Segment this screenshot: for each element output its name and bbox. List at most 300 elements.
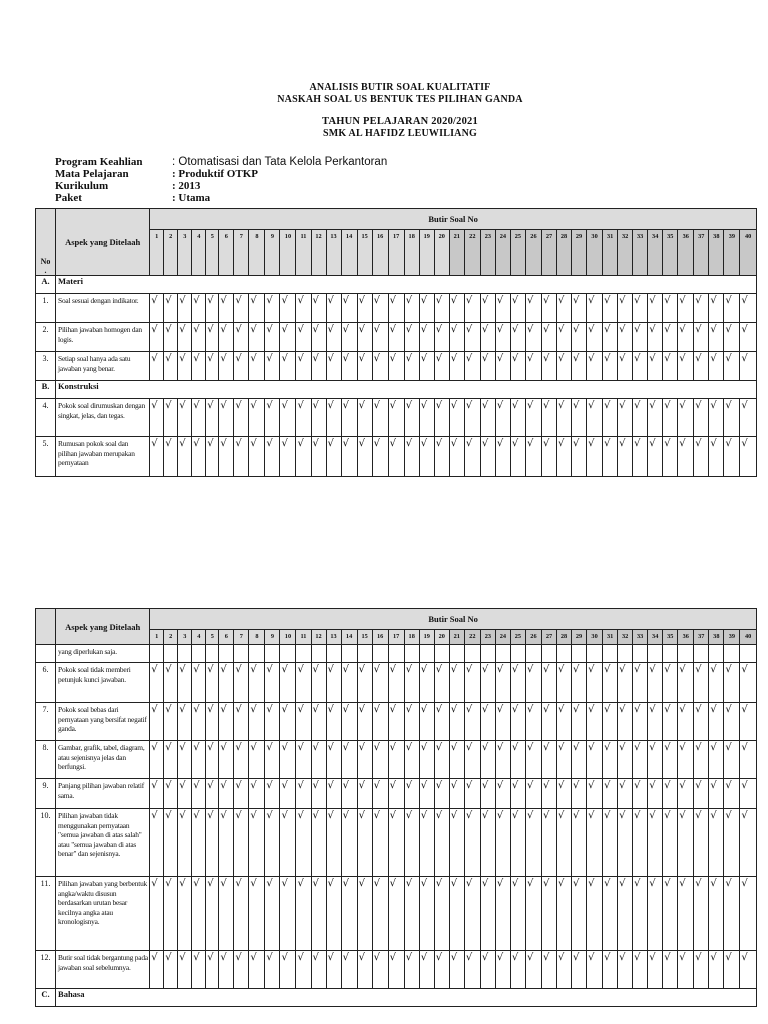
item-number: 5. xyxy=(36,437,56,477)
empty-cell xyxy=(663,645,678,663)
check-mark-icon: √ xyxy=(341,779,357,809)
meta-mapel-value: : Produktif OTKP xyxy=(172,168,258,180)
check-mark-icon: √ xyxy=(464,741,480,779)
empty-cell xyxy=(419,645,434,663)
check-mark-icon: √ xyxy=(572,294,587,323)
continuation-number xyxy=(36,645,56,663)
empty-cell xyxy=(678,645,694,663)
empty-cell xyxy=(326,645,341,663)
check-mark-icon: √ xyxy=(464,323,480,352)
check-mark-icon: √ xyxy=(265,877,280,951)
check-mark-icon: √ xyxy=(388,323,404,352)
empty-cell xyxy=(694,645,709,663)
check-mark-icon: √ xyxy=(663,877,678,951)
check-mark-icon: √ xyxy=(724,437,740,477)
check-mark-icon: √ xyxy=(234,741,249,779)
check-mark-icon: √ xyxy=(603,809,618,877)
check-mark-icon: √ xyxy=(434,437,449,477)
table-row xyxy=(36,741,757,779)
empty-cell xyxy=(280,645,296,663)
check-mark-icon: √ xyxy=(341,323,357,352)
check-mark-icon: √ xyxy=(234,294,249,323)
check-mark-icon: √ xyxy=(603,663,618,703)
check-mark-icon: √ xyxy=(419,399,434,437)
check-mark-icon: √ xyxy=(572,437,587,477)
check-mark-icon: √ xyxy=(280,809,296,877)
check-mark-icon: √ xyxy=(694,741,709,779)
check-mark-icon: √ xyxy=(480,741,495,779)
check-mark-icon: √ xyxy=(206,663,219,703)
check-mark-icon: √ xyxy=(648,437,663,477)
check-mark-icon: √ xyxy=(178,703,192,741)
check-mark-icon: √ xyxy=(480,437,495,477)
check-mark-icon: √ xyxy=(557,703,572,741)
check-mark-icon: √ xyxy=(633,741,648,779)
check-mark-icon: √ xyxy=(495,951,510,989)
check-mark-icon: √ xyxy=(525,809,541,877)
check-mark-icon: √ xyxy=(495,352,510,381)
header-col-number: 19 xyxy=(419,230,434,276)
check-mark-icon: √ xyxy=(419,352,434,381)
header-col-number: 34 xyxy=(648,630,663,645)
check-mark-icon: √ xyxy=(541,779,556,809)
header-col-number: 21 xyxy=(449,230,464,276)
check-mark-icon: √ xyxy=(525,741,541,779)
check-mark-icon: √ xyxy=(192,437,206,477)
check-mark-icon: √ xyxy=(709,663,724,703)
check-mark-icon: √ xyxy=(311,437,326,477)
check-mark-icon: √ xyxy=(388,437,404,477)
item-description: Pokok soal tidak memberi petunjuk kunci jawaban. xyxy=(56,663,150,703)
check-mark-icon: √ xyxy=(150,323,164,352)
check-mark-icon: √ xyxy=(326,809,341,877)
check-mark-icon: √ xyxy=(296,437,311,477)
item-description: Pokok soal dirumuskan dengan singkat, jelas, dan tegas. xyxy=(56,399,150,437)
check-mark-icon: √ xyxy=(372,877,388,951)
check-mark-icon: √ xyxy=(419,779,434,809)
check-mark-icon: √ xyxy=(388,352,404,381)
check-mark-icon: √ xyxy=(464,877,480,951)
check-mark-icon: √ xyxy=(449,951,464,989)
check-mark-icon: √ xyxy=(150,294,164,323)
check-mark-icon: √ xyxy=(434,703,449,741)
check-mark-icon: √ xyxy=(206,741,219,779)
check-mark-icon: √ xyxy=(480,703,495,741)
check-mark-icon: √ xyxy=(164,323,178,352)
check-mark-icon: √ xyxy=(480,399,495,437)
check-mark-icon: √ xyxy=(388,951,404,989)
header-col-number: 31 xyxy=(603,630,618,645)
check-mark-icon: √ xyxy=(495,741,510,779)
check-mark-icon: √ xyxy=(150,352,164,381)
check-mark-icon: √ xyxy=(206,703,219,741)
check-mark-icon: √ xyxy=(541,877,556,951)
check-mark-icon: √ xyxy=(541,352,556,381)
check-mark-icon: √ xyxy=(724,352,740,381)
analysis-table-page1 xyxy=(35,208,757,477)
table-row xyxy=(36,877,757,951)
check-mark-icon: √ xyxy=(510,437,525,477)
check-mark-icon: √ xyxy=(633,437,648,477)
check-mark-icon: √ xyxy=(648,809,663,877)
empty-cell xyxy=(587,645,603,663)
item-description: Panjang pilihan jawaban relatif sama. xyxy=(56,779,150,809)
check-mark-icon: √ xyxy=(663,352,678,381)
header-col-number: 24 xyxy=(495,630,510,645)
check-mark-icon: √ xyxy=(357,703,372,741)
check-mark-icon: √ xyxy=(541,663,556,703)
empty-cell xyxy=(249,645,265,663)
check-mark-icon: √ xyxy=(372,779,388,809)
check-mark-icon: √ xyxy=(603,323,618,352)
section-label: Bahasa xyxy=(56,989,757,1007)
check-mark-icon: √ xyxy=(326,703,341,741)
check-mark-icon: √ xyxy=(740,323,757,352)
check-mark-icon: √ xyxy=(648,399,663,437)
check-mark-icon: √ xyxy=(694,437,709,477)
check-mark-icon: √ xyxy=(150,703,164,741)
check-mark-icon: √ xyxy=(311,877,326,951)
meta-paket xyxy=(55,192,387,204)
check-mark-icon: √ xyxy=(404,294,419,323)
check-mark-icon: √ xyxy=(572,352,587,381)
check-mark-icon: √ xyxy=(510,741,525,779)
check-mark-icon: √ xyxy=(633,399,648,437)
check-mark-icon: √ xyxy=(178,294,192,323)
meta-kurikulum-label: Kurikulum xyxy=(55,180,109,192)
empty-cell xyxy=(740,645,757,663)
check-mark-icon: √ xyxy=(464,663,480,703)
header-col-number: 29 xyxy=(572,630,587,645)
check-mark-icon: √ xyxy=(618,399,633,437)
check-mark-icon: √ xyxy=(341,352,357,381)
check-mark-icon: √ xyxy=(724,399,740,437)
header-col-number: 19 xyxy=(419,630,434,645)
header-col-number: 8 xyxy=(249,630,265,645)
check-mark-icon: √ xyxy=(357,877,372,951)
check-mark-icon: √ xyxy=(557,741,572,779)
check-mark-icon: √ xyxy=(388,399,404,437)
check-mark-icon: √ xyxy=(648,294,663,323)
header-col-number: 18 xyxy=(404,630,419,645)
check-mark-icon: √ xyxy=(234,663,249,703)
check-mark-icon: √ xyxy=(572,877,587,951)
check-mark-icon: √ xyxy=(164,399,178,437)
header-col-number: 39 xyxy=(724,230,740,276)
check-mark-icon: √ xyxy=(326,663,341,703)
header-col-number: 7 xyxy=(234,630,249,645)
check-mark-icon: √ xyxy=(740,703,757,741)
check-mark-icon: √ xyxy=(296,741,311,779)
section-label: Materi xyxy=(56,276,757,294)
empty-cell xyxy=(150,645,164,663)
check-mark-icon: √ xyxy=(311,352,326,381)
check-mark-icon: √ xyxy=(633,877,648,951)
item-number: 11. xyxy=(36,877,56,951)
check-mark-icon: √ xyxy=(464,809,480,877)
empty-cell xyxy=(464,645,480,663)
meta-kurikulum xyxy=(55,180,387,192)
header-col-number: 23 xyxy=(480,230,495,276)
check-mark-icon: √ xyxy=(404,663,419,703)
table-row xyxy=(36,399,757,437)
check-mark-icon: √ xyxy=(357,437,372,477)
header-col-number: 35 xyxy=(663,230,678,276)
check-mark-icon: √ xyxy=(296,877,311,951)
header-col-number: 2 xyxy=(164,630,178,645)
meta-mapel xyxy=(55,168,387,180)
header-no-label: No xyxy=(40,257,51,266)
table-row xyxy=(36,663,757,703)
check-mark-icon: √ xyxy=(178,663,192,703)
check-mark-icon: √ xyxy=(663,663,678,703)
check-mark-icon: √ xyxy=(404,951,419,989)
empty-cell xyxy=(557,645,572,663)
check-mark-icon: √ xyxy=(434,399,449,437)
header-col-number: 40 xyxy=(740,230,757,276)
check-mark-icon: √ xyxy=(694,951,709,989)
check-mark-icon: √ xyxy=(311,809,326,877)
empty-cell xyxy=(388,645,404,663)
header-col-number: 1 xyxy=(150,230,164,276)
check-mark-icon: √ xyxy=(678,437,694,477)
item-number: 1. xyxy=(36,294,56,323)
meta-paket-value: : Utama xyxy=(172,192,211,204)
header-no xyxy=(36,609,56,645)
header-col-number: 16 xyxy=(372,630,388,645)
doc-title-line1: ANALISIS BUTIR SOAL KUALITATIF xyxy=(309,82,491,93)
check-mark-icon: √ xyxy=(341,809,357,877)
check-mark-icon: √ xyxy=(603,352,618,381)
section-row xyxy=(36,381,757,399)
check-mark-icon: √ xyxy=(449,741,464,779)
header-col-number: 6 xyxy=(219,230,234,276)
check-mark-icon: √ xyxy=(557,399,572,437)
section-letter: A. xyxy=(36,276,56,294)
check-mark-icon: √ xyxy=(740,437,757,477)
check-mark-icon: √ xyxy=(633,294,648,323)
check-mark-icon: √ xyxy=(724,294,740,323)
header-col-number: 17 xyxy=(388,630,404,645)
check-mark-icon: √ xyxy=(572,809,587,877)
header-col-number: 14 xyxy=(341,230,357,276)
check-mark-icon: √ xyxy=(326,741,341,779)
analysis-table-page2 xyxy=(35,608,757,1007)
check-mark-icon: √ xyxy=(541,703,556,741)
check-mark-icon: √ xyxy=(434,741,449,779)
check-mark-icon: √ xyxy=(419,663,434,703)
check-mark-icon: √ xyxy=(587,779,603,809)
check-mark-icon: √ xyxy=(280,951,296,989)
check-mark-icon: √ xyxy=(249,294,265,323)
check-mark-icon: √ xyxy=(678,352,694,381)
check-mark-icon: √ xyxy=(178,741,192,779)
check-mark-icon: √ xyxy=(206,399,219,437)
item-description: Butir soal tidak bergantung pada jawaban soal sebelumnya. xyxy=(56,951,150,989)
check-mark-icon: √ xyxy=(192,352,206,381)
header-col-number: 15 xyxy=(357,230,372,276)
check-mark-icon: √ xyxy=(464,779,480,809)
check-mark-icon: √ xyxy=(311,663,326,703)
check-mark-icon: √ xyxy=(694,779,709,809)
check-mark-icon: √ xyxy=(572,703,587,741)
check-mark-icon: √ xyxy=(510,352,525,381)
check-mark-icon: √ xyxy=(694,809,709,877)
check-mark-icon: √ xyxy=(178,779,192,809)
check-mark-icon: √ xyxy=(633,663,648,703)
check-mark-icon: √ xyxy=(206,323,219,352)
check-mark-icon: √ xyxy=(326,399,341,437)
check-mark-icon: √ xyxy=(164,703,178,741)
header-col-number: 12 xyxy=(311,230,326,276)
header-butir-soal: Butir Soal No xyxy=(150,209,757,230)
check-mark-icon: √ xyxy=(557,437,572,477)
check-mark-icon: √ xyxy=(603,703,618,741)
check-mark-icon: √ xyxy=(219,663,234,703)
continuation-text: yang diperlukan saja. xyxy=(56,645,150,663)
check-mark-icon: √ xyxy=(164,663,178,703)
table-row xyxy=(36,437,757,477)
check-mark-icon: √ xyxy=(495,663,510,703)
check-mark-icon: √ xyxy=(164,877,178,951)
check-mark-icon: √ xyxy=(311,323,326,352)
check-mark-icon: √ xyxy=(357,779,372,809)
check-mark-icon: √ xyxy=(311,779,326,809)
check-mark-icon: √ xyxy=(618,437,633,477)
check-mark-icon: √ xyxy=(249,399,265,437)
check-mark-icon: √ xyxy=(587,352,603,381)
check-mark-icon: √ xyxy=(525,294,541,323)
check-mark-icon: √ xyxy=(388,779,404,809)
meta-paket-label: Paket xyxy=(55,192,82,204)
check-mark-icon: √ xyxy=(249,352,265,381)
section-row xyxy=(36,989,757,1007)
check-mark-icon: √ xyxy=(178,877,192,951)
check-mark-icon: √ xyxy=(449,399,464,437)
check-mark-icon: √ xyxy=(587,663,603,703)
check-mark-icon: √ xyxy=(541,294,556,323)
check-mark-icon: √ xyxy=(603,399,618,437)
check-mark-icon: √ xyxy=(525,877,541,951)
item-number: 4. xyxy=(36,399,56,437)
check-mark-icon: √ xyxy=(265,741,280,779)
check-mark-icon: √ xyxy=(694,294,709,323)
check-mark-icon: √ xyxy=(234,951,249,989)
header-col-number: 12 xyxy=(311,630,326,645)
check-mark-icon: √ xyxy=(280,294,296,323)
check-mark-icon: √ xyxy=(219,951,234,989)
header-col-number: 37 xyxy=(694,230,709,276)
check-mark-icon: √ xyxy=(265,399,280,437)
empty-cell xyxy=(709,645,724,663)
check-mark-icon: √ xyxy=(587,437,603,477)
check-mark-icon: √ xyxy=(740,294,757,323)
header-col-number: 1 xyxy=(150,630,164,645)
table-row xyxy=(36,779,757,809)
check-mark-icon: √ xyxy=(311,741,326,779)
check-mark-icon: √ xyxy=(495,809,510,877)
check-mark-icon: √ xyxy=(633,323,648,352)
check-mark-icon: √ xyxy=(694,663,709,703)
check-mark-icon: √ xyxy=(449,703,464,741)
empty-cell xyxy=(603,645,618,663)
check-mark-icon: √ xyxy=(709,323,724,352)
check-mark-icon: √ xyxy=(572,663,587,703)
check-mark-icon: √ xyxy=(724,809,740,877)
check-mark-icon: √ xyxy=(633,951,648,989)
empty-cell xyxy=(219,645,234,663)
check-mark-icon: √ xyxy=(480,951,495,989)
check-mark-icon: √ xyxy=(678,741,694,779)
check-mark-icon: √ xyxy=(740,809,757,877)
check-mark-icon: √ xyxy=(357,399,372,437)
check-mark-icon: √ xyxy=(280,352,296,381)
check-mark-icon: √ xyxy=(510,877,525,951)
check-mark-icon: √ xyxy=(296,399,311,437)
check-mark-icon: √ xyxy=(404,399,419,437)
check-mark-icon: √ xyxy=(150,877,164,951)
empty-cell xyxy=(296,645,311,663)
check-mark-icon: √ xyxy=(265,294,280,323)
check-mark-icon: √ xyxy=(495,877,510,951)
check-mark-icon: √ xyxy=(510,703,525,741)
check-mark-icon: √ xyxy=(572,323,587,352)
header-col-number: 27 xyxy=(541,630,556,645)
check-mark-icon: √ xyxy=(419,703,434,741)
check-mark-icon: √ xyxy=(178,951,192,989)
check-mark-icon: √ xyxy=(480,323,495,352)
check-mark-icon: √ xyxy=(206,809,219,877)
header-col-number: 11 xyxy=(296,230,311,276)
check-mark-icon: √ xyxy=(341,663,357,703)
check-mark-icon: √ xyxy=(678,809,694,877)
check-mark-icon: √ xyxy=(265,352,280,381)
check-mark-icon: √ xyxy=(164,741,178,779)
check-mark-icon: √ xyxy=(557,323,572,352)
check-mark-icon: √ xyxy=(249,951,265,989)
header-aspek: Aspek yang Ditelaah xyxy=(56,609,150,645)
continuation-row xyxy=(36,645,757,663)
check-mark-icon: √ xyxy=(219,437,234,477)
check-mark-icon: √ xyxy=(587,323,603,352)
check-mark-icon: √ xyxy=(219,352,234,381)
header-col-number: 30 xyxy=(587,230,603,276)
check-mark-icon: √ xyxy=(434,294,449,323)
check-mark-icon: √ xyxy=(372,663,388,703)
check-mark-icon: √ xyxy=(709,399,724,437)
empty-cell xyxy=(206,645,219,663)
check-mark-icon: √ xyxy=(449,294,464,323)
check-mark-icon: √ xyxy=(219,809,234,877)
check-mark-icon: √ xyxy=(525,352,541,381)
header-col-number: 39 xyxy=(724,630,740,645)
check-mark-icon: √ xyxy=(663,437,678,477)
header-col-number: 34 xyxy=(648,230,663,276)
header-col-number: 27 xyxy=(541,230,556,276)
check-mark-icon: √ xyxy=(572,951,587,989)
check-mark-icon: √ xyxy=(419,294,434,323)
check-mark-icon: √ xyxy=(296,809,311,877)
check-mark-icon: √ xyxy=(150,809,164,877)
check-mark-icon: √ xyxy=(724,951,740,989)
check-mark-icon: √ xyxy=(587,399,603,437)
check-mark-icon: √ xyxy=(178,809,192,877)
header-col-number: 2 xyxy=(164,230,178,276)
item-number: 10. xyxy=(36,809,56,877)
check-mark-icon: √ xyxy=(150,437,164,477)
header-col-number: 25 xyxy=(510,630,525,645)
check-mark-icon: √ xyxy=(587,294,603,323)
